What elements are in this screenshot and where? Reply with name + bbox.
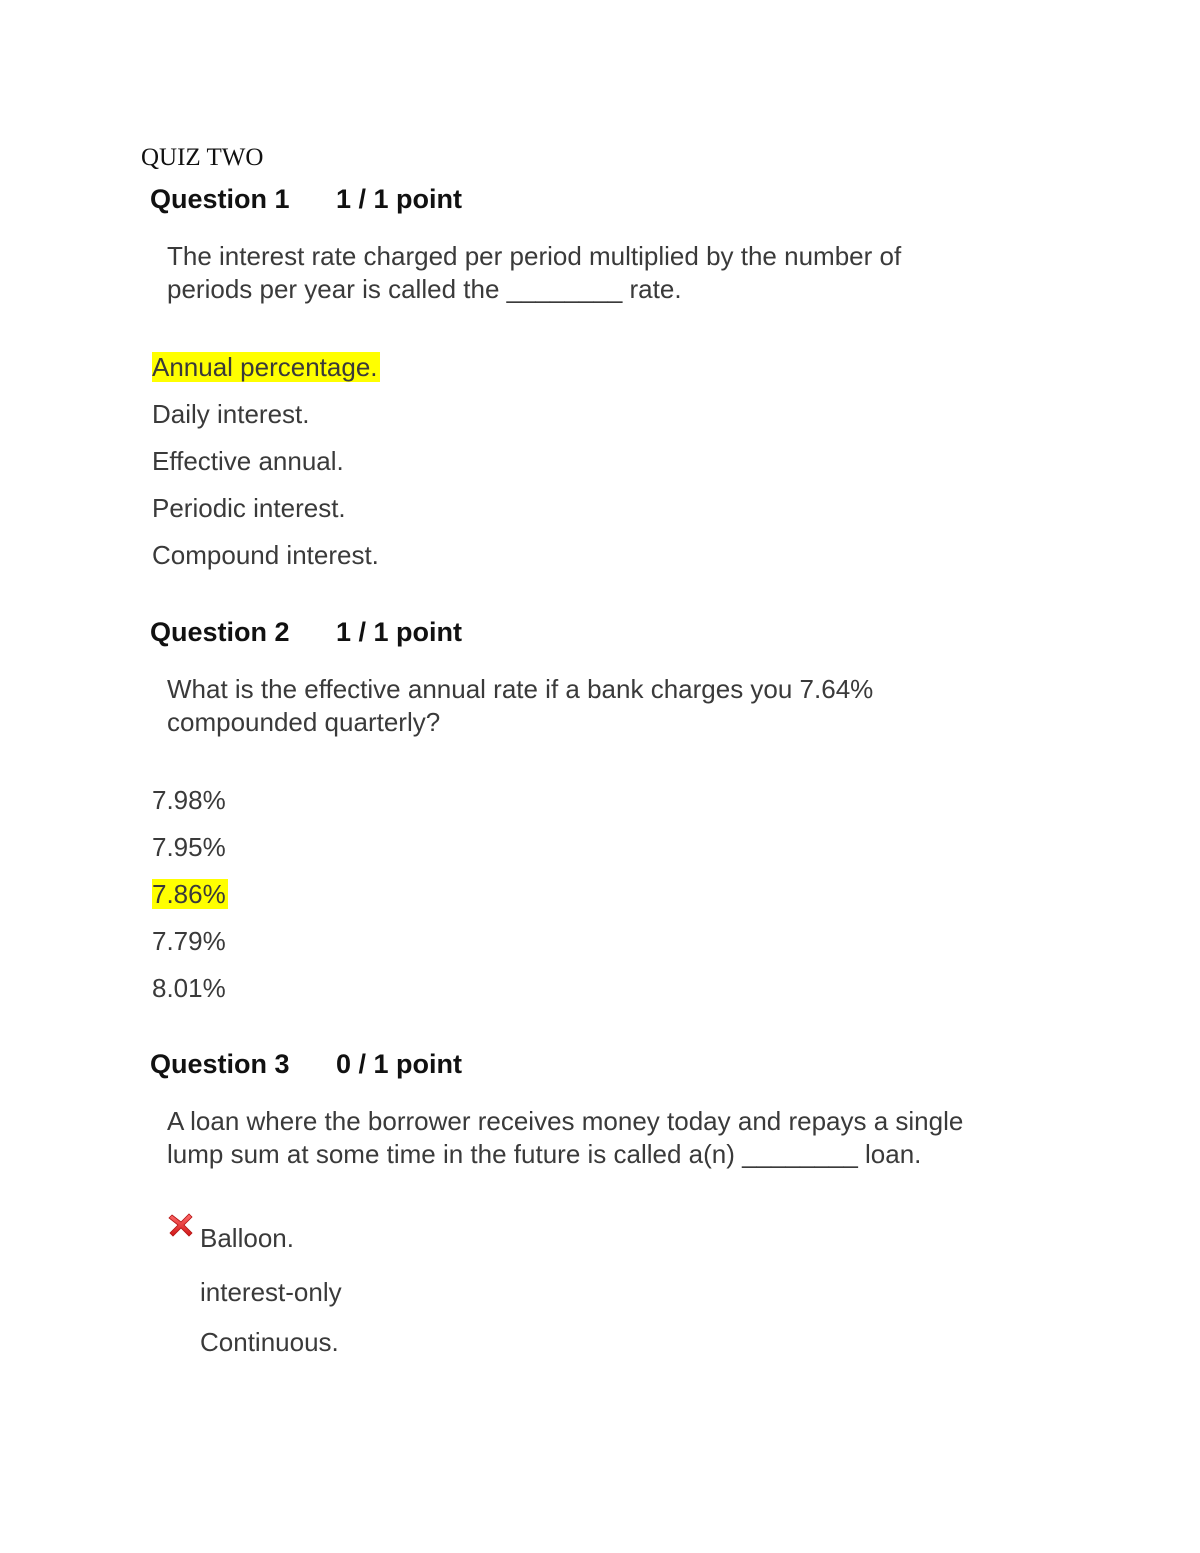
- answer-option-label: Balloon.: [200, 1223, 294, 1253]
- question-1-score: 1 / 1 point: [336, 184, 463, 214]
- answer-option[interactable]: [152, 492, 380, 539]
- answer-option-label: 7.79%: [152, 926, 226, 956]
- answer-option[interactable]: [152, 398, 380, 445]
- answer-option-label: 8.01%: [152, 973, 226, 1003]
- question-3-text: [167, 1105, 1067, 1171]
- question-1-label: Question 1: [150, 184, 290, 214]
- question-2-text: [167, 673, 1067, 739]
- question-3-header: [150, 1048, 462, 1080]
- question-1-text: [167, 240, 1067, 306]
- question-3-score: 0 / 1 point: [336, 1049, 463, 1079]
- question-3-label: Question 3: [150, 1049, 290, 1079]
- question-3-options: [200, 1222, 342, 1376]
- question-1-text-line-2: periods per year is called the ________ rate.: [167, 274, 682, 304]
- answer-option-label: Compound interest.: [152, 540, 379, 570]
- question-2-label: Question 2: [150, 617, 290, 647]
- question-2-header: [150, 616, 462, 648]
- question-1-text-line-1: The interest rate charged per period multiplied by the number of: [167, 241, 902, 271]
- red-x-icon: [168, 1212, 194, 1238]
- selected-answer-highlight: 7.86%: [152, 879, 226, 909]
- page-title: QUIZ TWO: [141, 144, 264, 171]
- answer-option-label: Effective annual.: [152, 446, 344, 476]
- answer-option-label: 7.95%: [152, 832, 226, 862]
- question-2-text-line-1: What is the effective annual rate if a bank charges you 7.64%: [167, 674, 874, 704]
- question-2-text-line-2: compounded quarterly?: [167, 707, 441, 737]
- selected-answer-highlight: Annual percentage.: [152, 352, 378, 382]
- answer-option-label: interest-only: [200, 1277, 342, 1307]
- answer-option[interactable]: [152, 878, 228, 925]
- answer-option[interactable]: [152, 539, 380, 586]
- question-1-header: [150, 183, 462, 215]
- answer-option-label: 7.98%: [152, 785, 226, 815]
- answer-option[interactable]: [152, 925, 228, 972]
- question-3-text-line-2: lump sum at some time in the future is called a(n) ________ loan.: [167, 1139, 922, 1169]
- answer-option[interactable]: [152, 445, 380, 492]
- question-3-text-line-1: A loan where the borrower receives money today and repays a single: [167, 1106, 964, 1136]
- answer-option-label: Periodic interest.: [152, 493, 346, 523]
- question-2-options: [152, 784, 228, 1019]
- answer-option[interactable]: [152, 831, 228, 878]
- answer-option-label: Continuous.: [200, 1327, 339, 1357]
- answer-option[interactable]: [200, 1222, 342, 1276]
- answer-option[interactable]: [152, 351, 380, 398]
- answer-option[interactable]: [152, 972, 228, 1019]
- question-1-options: [152, 351, 380, 586]
- answer-option[interactable]: [200, 1326, 342, 1376]
- question-2-score: 1 / 1 point: [336, 617, 463, 647]
- answer-option[interactable]: [200, 1276, 342, 1326]
- answer-option[interactable]: [152, 784, 228, 831]
- answer-option-label: Daily interest.: [152, 399, 310, 429]
